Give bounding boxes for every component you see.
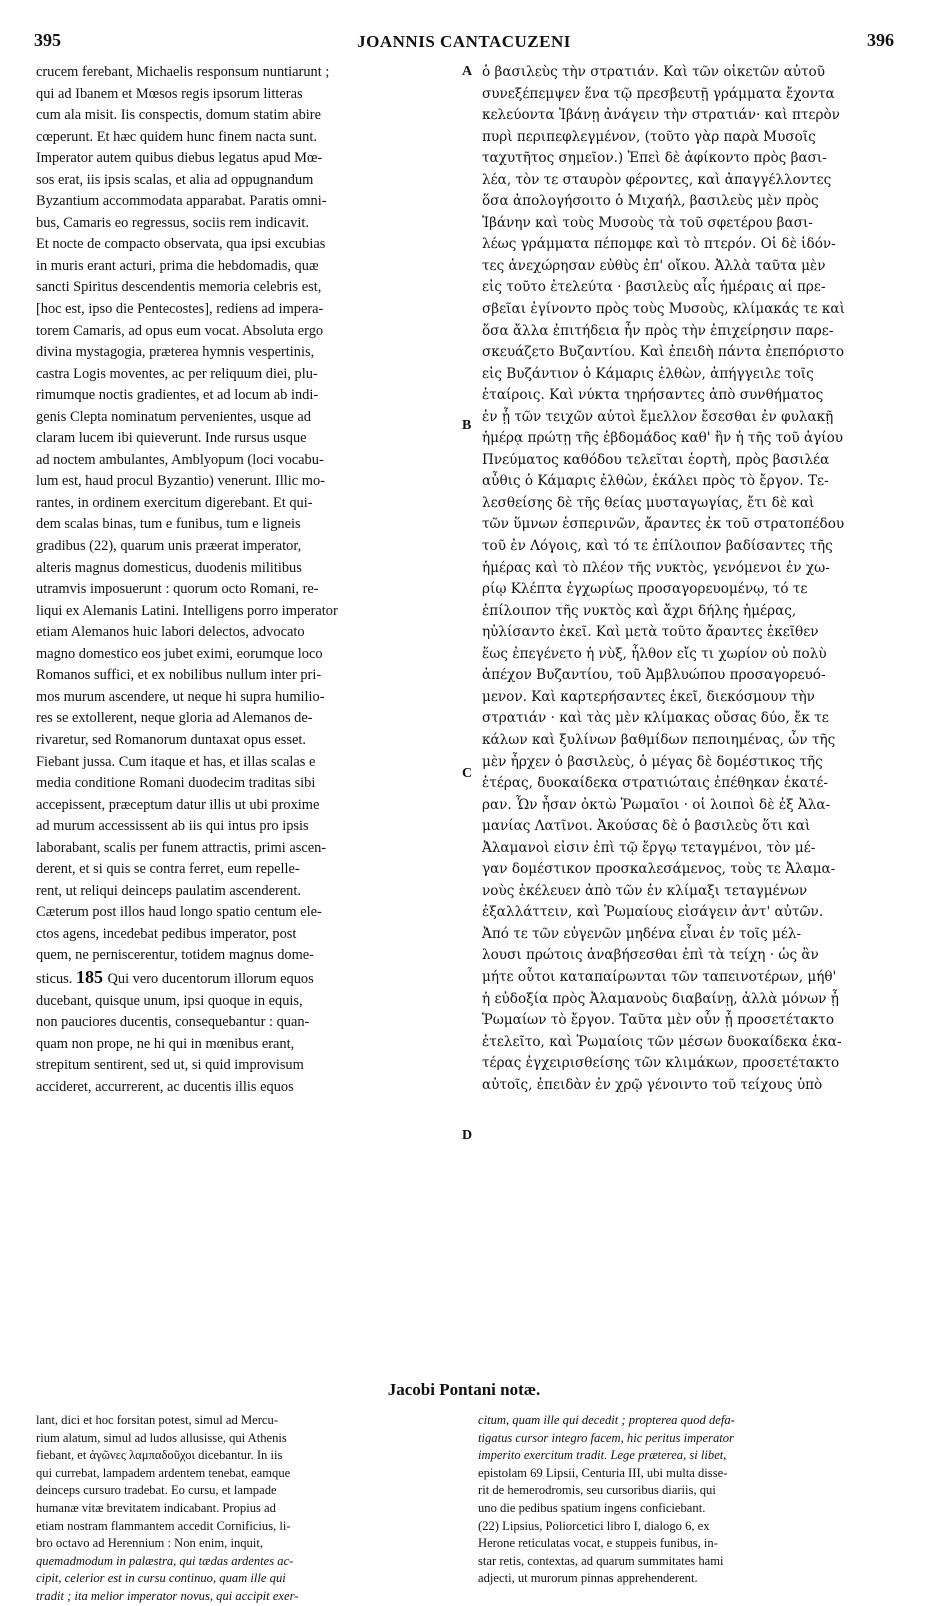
greek-text-line: γαν δομέστικον προσκαλεσάμενος, τοὺς τε Ἀλαμα- xyxy=(482,861,836,878)
greek-text-line: νοὺς ἐκέλευεν ἀπὸ τῶν ἐν κλίμαξι τεταγμένων xyxy=(482,882,808,899)
latin-text-line: divina mystagogia, præterea hymnis vespertinis, xyxy=(36,344,315,361)
greek-text-line: λέως γράμματα πέπομφε καὶ τὸ πτερόν. Οἱ δὲ ἰδόν- xyxy=(482,236,836,253)
note-line: star retis, contextas, ad quarum summitates hami xyxy=(478,1553,724,1568)
greek-text-line: αὖθις ὁ Κάμαρις ἐλθὼν, ἐκάλει πρὸς τὸ ἔργον. Τε- xyxy=(482,473,829,490)
margin-marker-d: D xyxy=(462,1128,473,1143)
latin-text-line: quam non prope, ne hi qui in mœnibus erant, xyxy=(36,1035,295,1052)
latin-text-line: cum ala misit. Iis conspectis, domum statim abire xyxy=(36,107,321,124)
latin-text-line: Et nocte de compacto observata, qua ipsi excubias xyxy=(36,236,326,253)
greek-text-line: λέα, τὸν τε σταυρὸν φέροντες, καὶ ἀπαγγέλλοντες xyxy=(482,171,832,188)
note-line: qui currebat, lampadem ardentem tenebat, eamque xyxy=(36,1465,291,1480)
latin-text-line: crucem ferebant, Michaelis responsum nuntiarunt ; xyxy=(36,64,330,80)
greek-text-line: ἐτελεῖτο, καὶ Ῥωμαίοις τῶν μέσων δυοκαίδεκα ἑκα- xyxy=(482,1033,842,1050)
greek-text-line: Πνεύματος καθόδου τελεῖται ἑορτὴ, πρὸς βασιλέα xyxy=(482,451,830,468)
greek-text-line: μενον. Καὶ καρτερήσαντες ἐκεῖ, διεκόσμουν τὴν xyxy=(482,688,815,705)
greek-text-line: τοῦ ἐν Λόγοις, καὶ τό τε ἐπίλοιπον βαδίσαντες τῆς xyxy=(482,538,833,555)
latin-text-line: res se extollerent, neque gloria ad Alemanos de- xyxy=(36,710,313,727)
greek-text-line: ἡ εὐδοξία πρὸς Ἀλαμανοὺς διαβαίνῃ, ἀλλὰ μόνων ᾖ xyxy=(482,990,839,1007)
greek-text-line: ηὐλίσαντο ἐκεῖ. Καὶ μετὰ τοῦτο ἄραντες ἐκεῖθεν xyxy=(482,624,819,641)
greek-text-line: ὅσα ἀπολογήσοιτο ὁ Μιχαήλ, βασιλεὺς μὲν πρὸς xyxy=(482,193,819,210)
latin-text-line: etiam Alemanos huic labori delectos, advocato xyxy=(36,624,305,641)
latin-text-line: magno domestico eos jubet eximi, eorumque loco xyxy=(36,645,323,662)
greek-text-line: σκευάζετο Βυζαντίου. Καὶ ἐπειδὴ πάντα ἐπεπόριστο xyxy=(482,344,845,361)
greek-text-line: μανίας Λατῖνοι. Ἀκούσας δὲ ὁ βασιλεὺς ὅτι καὶ xyxy=(482,818,811,835)
page-header xyxy=(34,30,894,56)
greek-text-line: σβεῖαι ἐγίνοντο πρὸς τοὺς Μυσοὺς, κλίμακάς τε καὶ xyxy=(482,301,845,318)
greek-column xyxy=(482,62,892,1096)
margin-marker-a: A xyxy=(462,64,473,79)
latin-text-line: alteris magnus domesticus, duodenis militibus xyxy=(36,559,302,576)
latin-text-line: accepissent, præceptum datur illis ut ubi proxime xyxy=(36,796,320,813)
greek-text-line: λεσθείσης δὲ τῆς θείας μυσταγωγίας, ἔτι δὲ καὶ xyxy=(482,494,815,511)
latin-text-line: strepitum sentirent, sed ut, si quid improvisum xyxy=(36,1057,304,1074)
latin-column xyxy=(36,62,458,1098)
running-title: JOANNIS CANTACUZENI xyxy=(357,32,571,51)
note-line: tigatus cursor integro facem, hic peritus imperator xyxy=(478,1430,734,1445)
latin-text-line: Romanos suffici, et ex nobilibus nullum inter pri- xyxy=(36,667,322,684)
greek-text-line: εἰς Βυζάντιον ὁ Κάμαρις ἐλθὼν, ἀπήγγειλε τοῖς xyxy=(482,365,814,382)
note-line: Herone reticulatas vocat, e stuppeis funibus, in- xyxy=(478,1536,718,1551)
latin-text-line: ducebant, quisque unum, ipsi quoque in equis, xyxy=(36,992,303,1009)
latin-text-line: mos murum ascendere, ut neque hi supra humilio- xyxy=(36,688,325,705)
greek-text-line: ἐξαλλάττειν, καὶ Ῥωμαίους εἰσάγειν ἀντ' αὐτῶν. xyxy=(482,904,824,921)
greek-text-line: ἐν ᾗ τῶν τειχῶν αὐτοὶ ἔμελλον ἔσεσθαι ἐν φυλακῇ xyxy=(482,408,834,425)
greek-text-line: πυρὶ περιπεφλεγμένον, (τοῦτο γὰρ παρὰ Μυσοῖς xyxy=(482,128,816,145)
notes-left-column xyxy=(36,1412,452,1606)
note-line: imperito exercitum tradit. Lege præterea, si libet, xyxy=(478,1448,727,1463)
note-line: humanæ vitæ brevitatem indicabant. Propius ad xyxy=(36,1500,276,1515)
greek-text-line: ταχυτῆτος σημεῖον.) Ἐπεὶ δὲ ἀφίκοντο πρὸς βασι- xyxy=(482,150,827,167)
latin-text-line: derent, et si quis se contra ferret, eum repelle- xyxy=(36,861,300,878)
latin-text-line: Byzantium accommodata apparabat. Paratis omni- xyxy=(36,193,327,210)
greek-text-line: ἐπίλοιπον τῆς νυκτὸς καὶ ἄχρι δήλης ἡμέρας, xyxy=(482,602,797,619)
latin-text-line: bus, Camaris eo regressus, sociis rem indicavit. xyxy=(36,214,309,231)
greek-text-line: ἕως ἐπεγένετο ἡ νὺξ, ἦλθον εἴς τι χωρίον οὐ πολὺ xyxy=(482,645,827,662)
greek-text-line: αὐτοῖς, ἐπειδὰν ἐν χρῷ γένοιντο τοῦ τείχους ὑπὸ xyxy=(482,1076,823,1093)
note-line: rium alatum, simul ad ludos allusisse, qui Athenis xyxy=(36,1430,287,1445)
latin-text-line: lum est, haud procul Byzantio) venerunt. Illic mo- xyxy=(36,473,325,490)
note-line: lant, dici et hoc forsitan potest, simul ad Mercu- xyxy=(36,1413,279,1427)
latin-text-line: in muris erant acturi, prima die hebdomadis, quæ xyxy=(36,257,319,274)
greek-text-line: ρίῳ Κλέπτα ἐγχωρίως προσαγορευομένῳ, τό τε xyxy=(482,581,808,598)
greek-text-line: ραν. Ὧν ἦσαν ὀκτὼ Ῥωμαῖοι · οἱ λοιποὶ δὲ ἐξ Ἀλα- xyxy=(482,796,831,813)
greek-text-line: εἰς τοῦτο ἐτελεύτα · βασιλεὺς αἷς ἡμέραις αἱ πρε- xyxy=(482,279,826,296)
note-line: quemadmodum in palæstra, qui tædas ardentes ac- xyxy=(36,1553,294,1568)
latin-text-line: [hoc est, ipso die Pentecostes], rediens ad impera- xyxy=(36,301,324,318)
greek-text-line: τῶν ὕμνων ἑσπερινῶν, ἄραντες ἐκ τοῦ στρατοπέδου xyxy=(482,516,845,533)
greek-text-line: κάλων καὶ ξυλίνων βαθμίδων πεποιημένας, ὧν τῆς xyxy=(482,731,836,748)
greek-text-line: μήτε οὗτοι καταπαίρωνται τῶν ταπεινοτέρων, μήθ' xyxy=(482,968,837,985)
note-line: adjecti, ut murorum pinnas apprehenderent. xyxy=(478,1571,698,1586)
note-line: fiebant, et ἀγῶνες λαμπαδοῦχοι dicebantur. In iis xyxy=(36,1448,283,1463)
note-line: uno die pedibus spatium ingens conficiebant. xyxy=(478,1500,706,1515)
latin-text-line: sticus. 185 Qui vero ducentorum illorum equos xyxy=(36,966,314,987)
latin-text-line: qui ad Ibanem et Mœsos regis ipsorum litteras xyxy=(36,85,303,102)
latin-text-line: utramvis imposuerunt : quorum octo Romani, re- xyxy=(36,581,319,598)
note-line: etiam nostram flammantem accedit Cornificius, li- xyxy=(36,1518,291,1533)
latin-text-line: gradibus (22), quarum unis præerat imperator, xyxy=(36,538,302,555)
greek-text-line: στρατιάν · καὶ τὰς μὲν κλίμακας οὔσας δύο, ἔκ τε xyxy=(482,710,829,727)
latin-text-line: torem Camaris, ad opus eum vocat. Absoluta ergo xyxy=(36,322,324,339)
latin-text-line: Cæterum post illos haud longo spatio centum ele- xyxy=(36,904,322,921)
greek-text-line: κελεύοντα Ἰβάνῃ ἀνάγειν τὴν στρατιάν· καὶ πτερὸν xyxy=(482,107,840,124)
latin-text-line: Imperator autem quibus diebus legatus apud Mœ- xyxy=(36,150,323,167)
greek-text-line: ὁ βασιλεὺς τὴν στρατιάν. Καὶ τῶν οἰκετῶν αὐτοῦ xyxy=(482,64,825,80)
column-number: 185 xyxy=(75,966,108,987)
latin-text-line: ad noctem ambulantes, Amblyopum (loci vocabu- xyxy=(36,451,324,468)
latin-text-line: castra Logis moventes, ac per reliquum diei, plu- xyxy=(36,365,318,382)
latin-text-line: accideret, accurrerent, ac ducentis illis equos xyxy=(36,1078,294,1095)
greek-text-line: τες ἀνεχώρησαν εὐθὺς ἐπ' οἴκου. Ἀλλὰ ταῦτα μὲν xyxy=(482,257,826,274)
latin-text-line: rantes, in ordinem exercitum digerebant. Et qui- xyxy=(36,494,313,511)
greek-text-line: ἑταίροις. Καὶ νύκτα τηρήσαντες ἀπὸ συνθήματος xyxy=(482,387,824,404)
latin-text-line: sos erat, iis ipsis scalas, et alia ad oppugnandum xyxy=(36,171,314,188)
page-number-right: 396 xyxy=(867,30,894,50)
greek-text-line: μὲν ἦρχεν ὁ βασιλεὺς, ὁ μέγας δὲ δομέστικος τῆς xyxy=(482,753,823,770)
margin-marker-b: B xyxy=(462,418,472,433)
latin-text-line: ad murum accessissent ab iis qui intus pro ipsis xyxy=(36,818,309,835)
latin-text-line: non pauciores ducentis, consequebantur : quan- xyxy=(36,1014,310,1031)
latin-text-line: dem scalas binas, tum e funibus, tum e ligneis xyxy=(36,516,301,533)
greek-text-line: Ἀλαμανοὶ εἰσιν ἐπὶ τῷ ἔργῳ τεταγμένοι, τὸν μέ- xyxy=(482,839,816,856)
note-line: rit de hemerodromis, seu cursoribus diariis, qui xyxy=(478,1483,716,1498)
greek-text-line: Ἀπό τε τῶν εὐγενῶν μηδένα εἶναι ἐν τοῖς μέλ- xyxy=(482,925,802,942)
note-line: cipit, celerior est in cursu continuo, quam ille qui xyxy=(36,1571,286,1586)
latin-text-line: sancti Spiritus descendentis memoria celebris est, xyxy=(36,279,322,296)
notes-title: Jacobi Pontani notæ. xyxy=(387,1380,541,1399)
greek-text-line: συνεξέπεμψεν ἕνα τῷ πρεσβευτῇ γράμματα ἔχοντα xyxy=(482,85,835,102)
latin-text-line: claram lucem ibi quieverunt. Inde rursus usque xyxy=(36,430,307,447)
latin-text-line: laborabant, scalis per funem attractis, primi ascen- xyxy=(36,839,327,856)
latin-text-line: media conditione Romani duodecim traditas sibi xyxy=(36,775,316,792)
latin-text-line: quem, ne perniscerentur, totidem magnus dome- xyxy=(36,947,314,964)
latin-text-line: rent, ut reliqui deinceps paulatim ascenderent. xyxy=(36,882,301,899)
greek-text-line: ἡμέρας καὶ τὸ πλέον τῆς νυκτὸς, γενόμενοι ἐν χω- xyxy=(482,559,830,576)
latin-text-line: ctos agens, incedebat pedibus imperator, post xyxy=(36,925,297,942)
notes-right-column xyxy=(478,1412,892,1588)
greek-text-line: ὅσα ἄλλα ἐπιτήδεια ἦν πρὸς τὴν ἐπιχείρησιν παρε- xyxy=(482,322,834,339)
greek-text-line: ἑτέρας, δυοκαίδεκα στρατιώταις ἐπέθηκαν ἑκατέ- xyxy=(482,775,829,792)
note-line: bro octavo ad Herennium : Non enim, inquit, xyxy=(36,1536,263,1551)
note-line: (22) Lipsius, Poliorcetici libro I, dialogo 6, ex xyxy=(478,1518,710,1533)
latin-text-line: rimumque noctis gradientes, et ad locum ab indi- xyxy=(36,387,319,404)
page-number-left: 395 xyxy=(34,30,61,50)
latin-text-line: cœperunt. Et hæc quidem hunc finem nacta sunt. xyxy=(36,128,317,145)
latin-text-line: rivaretur, sed Romanorum duntaxat opus esset. xyxy=(36,731,306,748)
greek-text-line: ἀπέχον Βυζαντίου, τοῦ Ἀμβλυώπου προσαγορευό- xyxy=(482,667,826,684)
margin-marker-c: C xyxy=(462,766,473,781)
note-line: citum, quam ille qui decedit ; propterea quod defa- xyxy=(478,1413,735,1427)
latin-text-line: genis Clepta nominatum pervenientes, usque ad xyxy=(36,408,311,425)
greek-text-line: ἡμέρᾳ πρώτῃ τῆς ἑβδομάδος καθ' ἣν ἡ τῆς τοῦ ἁγίου xyxy=(482,430,844,447)
note-line: epistolam 69 Lipsii, Centuria III, ubi multa disse- xyxy=(478,1465,728,1480)
greek-text-line: Ἰβάνην καὶ τοὺς Μυσοὺς τὰ τοῦ σφετέρου βασι- xyxy=(482,214,813,231)
greek-text-line: τέρας ἐγχειρισθείσης τῶν κλιμάκων, προσετέτακτο xyxy=(482,1055,840,1072)
note-line: deinceps cursuro tradebat. Eo cursu, et lampade xyxy=(36,1483,277,1498)
latin-text-line: liqui ex Alemanis Latini. Intelligens porro imperator xyxy=(36,602,338,619)
note-line: tradit ; ita melior imperator novus, qui accipit exer- xyxy=(36,1588,299,1603)
greek-text-line: λουσι πρώτοις ἀναβήσεσθαι ἐπὶ τὰ τείχη · ὡς ἂν xyxy=(482,947,819,964)
greek-text-line: Ῥωμαίων τὸ ἔργον. Ταῦτα μὲν οὖν ᾗ προσετέτακτο xyxy=(482,1012,835,1029)
latin-text-line: Fiebant jussa. Cum itaque et has, et illas scalas e xyxy=(36,753,316,770)
